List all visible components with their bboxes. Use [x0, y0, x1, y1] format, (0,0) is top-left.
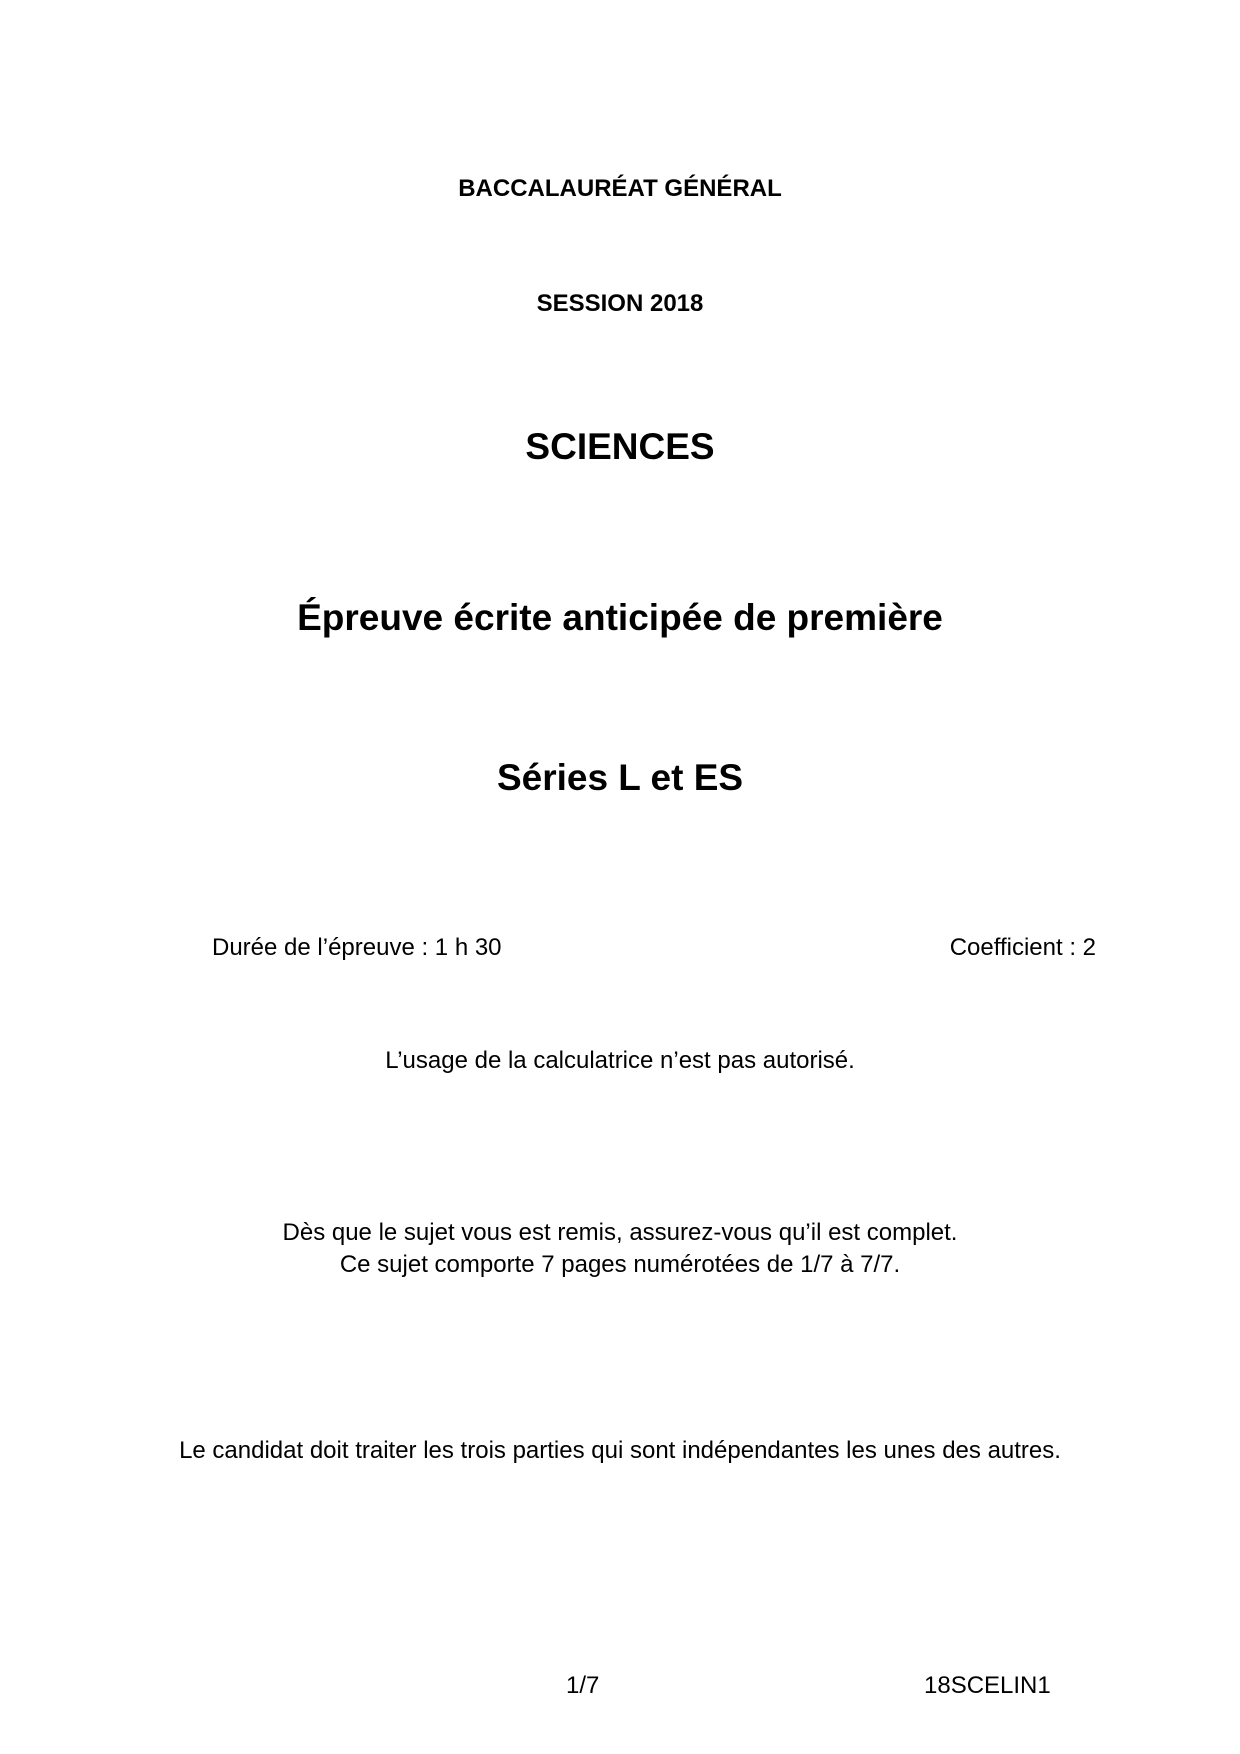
exam-coefficient: Coefficient : 2 [949, 934, 1096, 961]
series-title: Séries L et ES [496, 757, 744, 798]
candidate-instruction: Le candidat doit traiter les trois parties qui sont indépendantes les unes des autres. [179, 1437, 1061, 1464]
exam-duration: Durée de l’épreuve : 1 h 30 [212, 934, 502, 961]
exam-type-heading: BACCALAURÉAT GÉNÉRAL [458, 175, 782, 202]
completeness-notice: Dès que le sujet vous est remis, assurez-vous qu’il est complet. [282, 1219, 958, 1246]
epreuve-title: Épreuve écrite anticipée de première [297, 597, 943, 638]
page-count-notice: Ce sujet comporte 7 pages numérotées de 1/7 à 7/7. [339, 1251, 901, 1278]
calculator-notice: L’usage de la calculatrice n’est pas autorisé. [385, 1047, 855, 1074]
session-heading: SESSION 2018 [536, 290, 704, 317]
subject-title: SCIENCES [525, 426, 715, 467]
page-number: 1/7 [566, 1672, 600, 1699]
document-code: 18SCELIN1 [924, 1672, 1051, 1699]
